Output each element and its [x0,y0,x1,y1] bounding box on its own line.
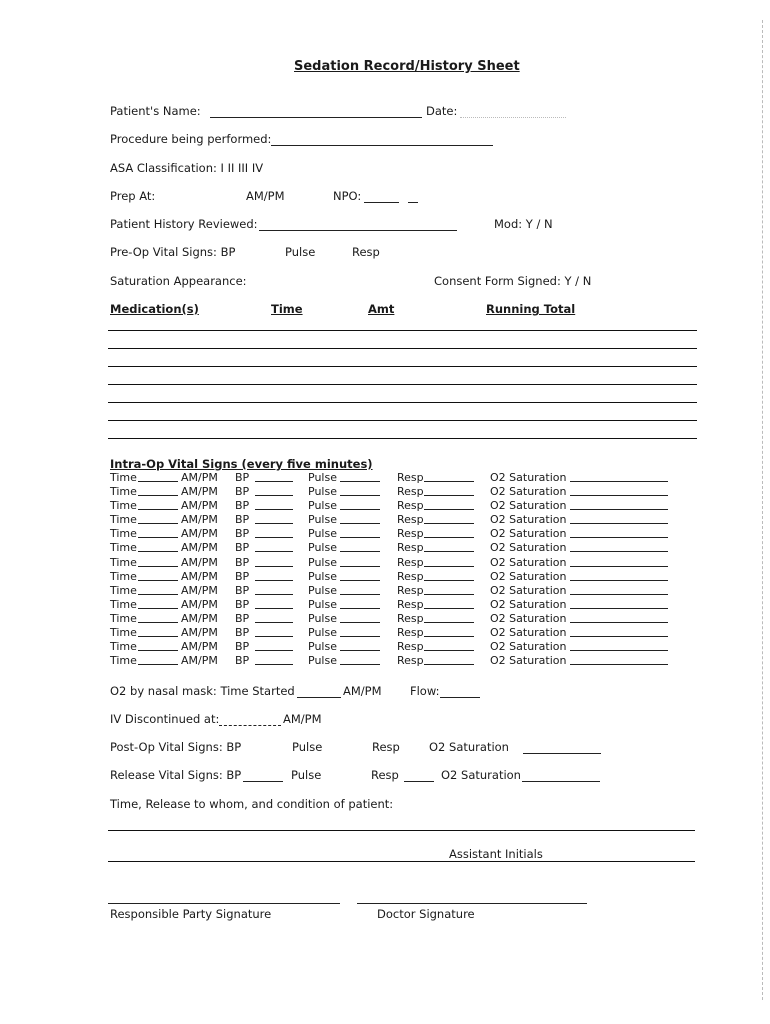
iv-ampm: AM/PM [283,712,322,726]
bp-label: BP [235,541,250,555]
vitals-row [110,640,710,654]
ampm-label: AM/PM [181,499,218,513]
o2-saturation-label: O2 Saturation [490,471,567,484]
bp-label: BP [235,513,250,527]
bp-label: BP [235,654,250,668]
medication-row-line[interactable] [108,366,697,367]
pulse-label: Pulse [308,499,337,513]
ampm-label: AM/PM [181,611,218,625]
pulse-label: Pulse [308,654,337,668]
iv-discontinued-label: IV Discontinued at: [110,712,220,726]
medication-row-line[interactable] [108,438,697,439]
amt-header: Amt [368,302,395,316]
preop-bp-label: Pre-Op Vital Signs: BP [110,245,236,259]
resp-entry-field[interactable] [424,541,474,552]
npo-field-extra[interactable] [408,202,418,203]
time-entry-field[interactable] [138,654,178,665]
pulse-entry-field[interactable] [340,570,380,581]
pulse-entry-field[interactable] [340,612,380,623]
pulse-label: Pulse [308,569,337,583]
vitals-row [110,654,710,668]
vitals-row [110,499,710,513]
time-label: Time [110,555,137,569]
ampm-label: AM/PM [181,555,218,569]
o2-saturation-label: O2 Saturation [490,485,567,499]
time-entry-field[interactable] [138,556,178,567]
resp-entry-field[interactable] [424,471,474,482]
bp-entry-field[interactable] [255,499,293,510]
time-label: Time [110,654,137,668]
o2-saturation-label: O2 Saturation [490,527,567,541]
time-label: Time [110,513,137,527]
date-label: Date: [426,104,458,118]
pulse-entry-field[interactable] [340,541,380,552]
resp-label: Resp [397,583,424,597]
vitals-row [110,513,710,527]
postop-resp-label: Resp [372,740,400,754]
bp-label: BP [235,527,250,541]
resp-entry-field[interactable] [424,640,474,651]
o2-saturation-label: O2 Saturation [490,499,567,513]
time-entry-field[interactable] [138,541,178,552]
vitals-row [110,541,710,555]
patient-name-field[interactable] [210,117,422,118]
resp-label: Resp [397,555,424,569]
medication-row-line[interactable] [108,348,697,349]
medication-row-line[interactable] [108,402,697,403]
pulse-entry-field[interactable] [340,640,380,651]
pulse-entry-field[interactable] [340,626,380,637]
o2-entry-field[interactable] [570,570,668,581]
ampm-label: AM/PM [181,626,218,640]
o2-entry-field[interactable] [570,654,668,665]
bp-entry-field[interactable] [255,471,293,482]
time-entry-field[interactable] [138,527,178,538]
release-notes-line[interactable] [108,830,695,831]
bp-label: BP [235,499,250,513]
ampm-label: AM/PM [181,654,218,668]
o2-entry-field[interactable] [570,612,668,623]
date-field[interactable] [460,117,566,118]
vitals-row [110,584,710,598]
ampm-label: AM/PM [181,485,218,499]
o2-entry-field[interactable] [570,584,668,595]
time-label: Time [110,499,137,513]
vitals-row [110,612,710,626]
vitals-row [110,485,710,499]
bp-entry-field[interactable] [255,598,293,609]
doctor-signature-label: Doctor Signature [377,907,475,921]
ampm-label: AM/PM [181,569,218,583]
responsible-signature-label: Responsible Party Signature [110,907,272,921]
resp-label: Resp [397,485,424,499]
time-entry-field[interactable] [138,626,178,637]
pulse-label: Pulse [308,640,337,654]
bp-label: BP [235,569,250,583]
resp-label: Resp [397,527,424,541]
bp-entry-field[interactable] [255,556,293,567]
vitals-row [110,556,710,570]
o2-entry-field[interactable] [570,471,668,482]
pulse-label: Pulse [308,527,337,541]
time-entry-field[interactable] [138,513,178,524]
vitals-row [110,471,710,485]
resp-entry-field[interactable] [424,584,474,595]
time-entry-field[interactable] [138,640,178,651]
consent-yn: Consent Form Signed: Y / N [434,274,592,288]
pulse-label: Pulse [308,583,337,597]
o2-saturation-label: O2 Saturation [490,583,567,597]
flow-label: Flow: [410,684,440,698]
bp-label: BP [235,597,250,611]
postop-pulse-label: Pulse [292,740,323,754]
resp-entry-field[interactable] [424,598,474,609]
resp-entry-field[interactable] [424,485,474,496]
pulse-label: Pulse [308,513,337,527]
bp-label: BP [235,611,250,625]
release-resp-field[interactable] [404,781,434,782]
pulse-entry-field[interactable] [340,513,380,524]
iv-discontinued-field[interactable] [219,725,281,726]
ampm-label: AM/PM [181,597,218,611]
pulse-entry-field[interactable] [340,471,380,482]
bp-entry-field[interactable] [255,612,293,623]
resp-label: Resp [397,471,424,484]
time-header: Time [271,302,303,316]
bp-entry-field[interactable] [255,527,293,538]
time-label: Time [110,611,137,625]
time-label: Time [110,485,137,499]
postop-o2-label: O2 Saturation [429,740,509,754]
pulse-entry-field[interactable] [340,499,380,510]
mod-yn: Mod: Y / N [494,217,553,231]
o2-entry-field[interactable] [570,541,668,552]
bp-entry-field[interactable] [255,570,293,581]
vitals-row [110,570,710,584]
resp-entry-field[interactable] [424,570,474,581]
resp-label: Resp [397,626,424,640]
time-label: Time [110,626,137,640]
medication-row-line[interactable] [108,330,697,331]
page-title: Sedation Record/History Sheet [294,59,520,74]
resp-entry-field[interactable] [424,556,474,567]
scan-edge-marks [762,20,763,1000]
time-label: Time [110,541,137,555]
bp-label: BP [235,555,250,569]
release-bp-field[interactable] [243,781,283,782]
resp-entry-field[interactable] [424,654,474,665]
o2-entry-field[interactable] [570,598,668,609]
bp-entry-field[interactable] [255,584,293,595]
o2-saturation-label: O2 Saturation [490,626,567,640]
time-label: Time [110,569,137,583]
pulse-label: Pulse [308,626,337,640]
resp-label: Resp [397,654,424,668]
time-label: Time [110,471,137,484]
prep-ampm: AM/PM [246,189,285,203]
npo-field[interactable] [364,202,399,203]
time-entry-field[interactable] [138,570,178,581]
flow-field[interactable] [440,697,480,698]
o2-saturation-label: O2 Saturation [490,513,567,527]
resp-label: Resp [397,499,424,513]
resp-entry-field[interactable] [424,626,474,637]
medication-header: Medication(s) [110,302,199,316]
pulse-entry-field[interactable] [340,584,380,595]
pulse-label: Pulse [308,485,337,499]
o2-entry-field[interactable] [570,626,668,637]
pulse-label: Pulse [308,471,337,484]
bp-label: BP [235,583,250,597]
resp-label: Resp [397,597,424,611]
resp-label: Resp [397,513,424,527]
pulse-entry-field[interactable] [340,485,380,496]
bp-entry-field[interactable] [255,626,293,637]
procedure-label: Procedure being performed: [110,132,272,146]
release-resp-label: Resp [371,768,399,782]
ampm-label: AM/PM [181,541,218,555]
resp-entry-field[interactable] [424,499,474,510]
pulse-entry-field[interactable] [340,654,380,665]
preop-resp-label: Resp [352,245,380,259]
o2-saturation-label: O2 Saturation [490,541,567,555]
postop-bp-label: Post-Op Vital Signs: BP [110,740,242,754]
time-label: Time [110,583,137,597]
ampm-label: AM/PM [181,583,218,597]
intra-op-vitals-grid [110,471,710,668]
pulse-entry-field[interactable] [340,527,380,538]
release-o2-label: O2 Saturation [441,768,521,782]
preop-pulse-label: Pulse [285,245,316,259]
bp-entry-field[interactable] [255,513,293,524]
bp-entry-field[interactable] [255,654,293,665]
intra-op-title: Intra-Op Vital Signs (every five minutes) [110,457,373,471]
release-o2-field[interactable] [522,781,600,782]
time-entry-field[interactable] [138,499,178,510]
pulse-entry-field[interactable] [340,598,380,609]
time-entry-field[interactable] [138,584,178,595]
responsible-signature-line[interactable] [108,903,340,904]
medication-row-line[interactable] [108,420,697,421]
assistant-initials-label: Assistant Initials [449,847,543,861]
ampm-label: AM/PM [181,640,218,654]
bp-entry-field[interactable] [255,541,293,552]
vitals-row [110,626,710,640]
o2-entry-field[interactable] [570,556,668,567]
bp-label: BP [235,626,250,640]
release-pulse-label: Pulse [291,768,322,782]
resp-label: Resp [397,541,424,555]
resp-entry-field[interactable] [424,612,474,623]
pulse-entry-field[interactable] [340,556,380,567]
o2-entry-field[interactable] [570,640,668,651]
resp-label: Resp [397,569,424,583]
postop-o2-field[interactable] [523,753,601,754]
o2-mask-label: O2 by nasal mask: Time Started [110,684,295,698]
o2-saturation-label: O2 Saturation [490,654,567,668]
o2-entry-field[interactable] [570,513,668,524]
assistant-initials-line[interactable] [108,861,695,862]
procedure-field[interactable] [271,145,493,146]
pulse-label: Pulse [308,541,337,555]
time-label: Time [110,640,137,654]
o2-mask-time-field[interactable] [297,697,341,698]
resp-label: Resp [397,640,424,654]
o2-saturation-label: O2 Saturation [490,569,567,583]
running-total-header: Running Total [486,302,576,316]
history-reviewed-label: Patient History Reviewed: [110,217,258,231]
medication-row-line[interactable] [108,384,697,385]
asa-classification: ASA Classification: I II III IV [110,161,264,175]
o2-mask-ampm: AM/PM [343,684,382,698]
bp-label: BP [235,640,250,654]
o2-entry-field[interactable] [570,499,668,510]
release-bp-label: Release Vital Signs: BP [110,768,242,782]
time-label: Time [110,527,137,541]
history-reviewed-field[interactable] [259,230,457,231]
o2-saturation-label: O2 Saturation [490,597,567,611]
doctor-signature-line[interactable] [357,903,587,904]
bp-entry-field[interactable] [255,485,293,496]
pulse-label: Pulse [308,597,337,611]
vitals-row [110,527,710,541]
vitals-row [110,598,710,612]
time-label: Time [110,597,137,611]
o2-saturation-label: O2 Saturation [490,640,567,654]
ampm-label: AM/PM [181,527,218,541]
time-entry-field[interactable] [138,471,178,482]
o2-saturation-label: O2 Saturation [490,555,567,569]
bp-label: BP [235,485,250,499]
time-entry-field[interactable] [138,598,178,609]
resp-entry-field[interactable] [424,513,474,524]
patient-name-label: Patient's Name: [110,104,201,118]
npo-label: NPO: [333,189,362,203]
ampm-label: AM/PM [181,513,218,527]
prep-at-label: Prep At: [110,189,156,203]
ampm-label: AM/PM [181,471,218,484]
bp-label: BP [235,471,250,484]
o2-entry-field[interactable] [570,527,668,538]
pulse-label: Pulse [308,611,337,625]
saturation-appearance-label: Saturation Appearance: [110,274,247,288]
time-entry-field[interactable] [138,612,178,623]
o2-entry-field[interactable] [570,485,668,496]
o2-saturation-label: O2 Saturation [490,611,567,625]
release-to-label: Time, Release to whom, and condition of patient: [110,797,394,811]
bp-entry-field[interactable] [255,640,293,651]
pulse-label: Pulse [308,555,337,569]
time-entry-field[interactable] [138,485,178,496]
resp-entry-field[interactable] [424,527,474,538]
resp-label: Resp [397,611,424,625]
